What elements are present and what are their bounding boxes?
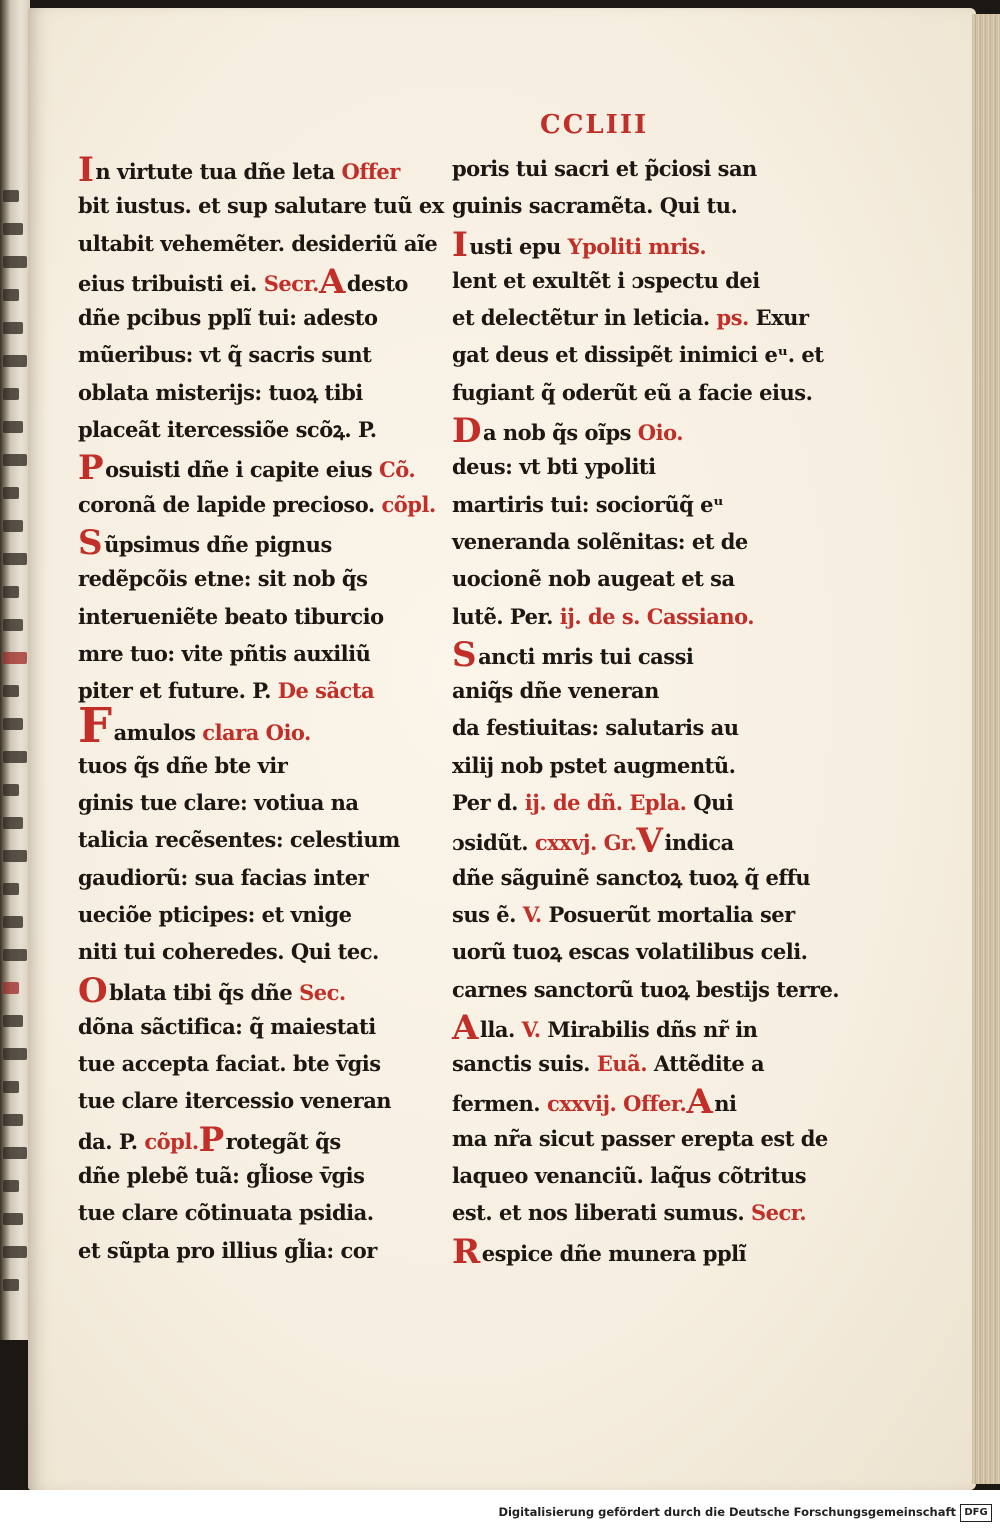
body-text: da festiuitas: salutaris au (452, 715, 739, 741)
text-line (78, 1008, 398, 1045)
body-text: Mirabilis dñs nr̃ in (540, 1016, 758, 1042)
text-line (452, 150, 770, 187)
previous-page-line (3, 1048, 27, 1060)
text-line (78, 1119, 398, 1160)
previous-page-line (3, 1114, 23, 1126)
rubric-text: Cõ. (379, 457, 416, 483)
text-line (452, 486, 770, 523)
text-line (78, 1157, 398, 1194)
body-text: bit iustus. et sup salutare tuũ ex (78, 193, 444, 219)
body-text: oblata misterijs: tuoꝝ tibi (78, 379, 363, 405)
body-text: coronã de lapide precioso. (78, 491, 382, 517)
body-text: gaudiorũ: sua facias inter (78, 864, 369, 890)
body-text: veneranda solẽnitas: et de (452, 528, 748, 554)
body-text: est. et nos liberati sumus. (452, 1200, 751, 1226)
text-line (452, 784, 770, 821)
text-line (452, 1045, 770, 1082)
text-line (452, 859, 811, 896)
body-text: xilij nob pstet augmentũ. (452, 752, 736, 778)
body-text: aniq̃s dñe veneran (452, 678, 659, 704)
text-line (78, 1194, 398, 1231)
body-text: carnes sanctorũ tuoꝝ bestijs terre. (452, 976, 840, 1002)
body-text: da. P. (78, 1128, 145, 1154)
text-line (78, 970, 398, 1011)
body-text: espice dñe munera pplĩ (481, 1240, 747, 1266)
rubric-text: cxxvij. Offer. (546, 1091, 687, 1117)
previous-page-line (3, 619, 23, 631)
previous-page-line (3, 949, 27, 961)
body-text: Qui (686, 790, 734, 816)
rubric-text: ij. de dñ. Epla. (524, 790, 687, 816)
previous-page-edge (0, 0, 30, 1340)
text-line (452, 1231, 770, 1272)
footer-credit: Digitalisierung gefördert durch die Deutsche Forschungsgemeinschaft (498, 1505, 956, 1519)
body-text: sus ẽ. (452, 901, 523, 927)
text-line (78, 486, 436, 523)
rubric-text: Sec. (299, 979, 346, 1005)
initial-letter: S (78, 522, 103, 563)
text-line (78, 261, 408, 302)
text-line (78, 150, 400, 190)
body-text: laqueo venanciũ. laq̃us cõtritus (452, 1163, 807, 1189)
body-text: poris tui sacri et p̃ciosi san (452, 156, 757, 181)
previous-page-line (3, 388, 19, 400)
body-text: lent et exultẽt i ɔspectu dei (452, 267, 760, 293)
body-text: dñe pcibus pplĩ tui: adesto (78, 305, 378, 331)
text-line (452, 1082, 770, 1123)
text-line (78, 448, 416, 489)
body-text: a nob q̃s oĩps (482, 420, 638, 446)
body-text: placeãt itercessiõe scõꝝ. P. (78, 417, 377, 443)
body-text: dñe sãguinẽ sanctoꝝ tuoꝝ q̃ effu (452, 864, 811, 890)
previous-page-line (3, 1081, 19, 1093)
body-text: martiris tui: sociorũq̃ eᵘ (452, 491, 724, 517)
previous-page-line (3, 718, 23, 730)
text-line (452, 374, 813, 411)
body-text: ultabit vehemẽter. desideriũ aĩe (78, 230, 438, 256)
body-text: eius tribuisti ei. (78, 270, 264, 296)
text-line (452, 747, 770, 784)
text-line (78, 522, 398, 563)
body-text: ɔsidũt. (452, 830, 535, 856)
body-text: niti tui coheredes. Qui tec. (78, 939, 379, 965)
previous-page-line (3, 784, 19, 796)
text-line (78, 374, 398, 411)
body-text: gat deus et dissipẽt inimici eᵘ. et (452, 342, 824, 368)
body-text: tue clare cõtinuata psidia. (78, 1200, 374, 1226)
text-line (452, 1194, 807, 1231)
text-line (452, 672, 770, 709)
text-line (452, 821, 770, 862)
previous-page-line (3, 454, 27, 466)
previous-page-line (3, 487, 19, 499)
left-text-column (78, 150, 444, 1269)
right-text-column (452, 150, 840, 1272)
text-line (78, 896, 398, 933)
previous-page-line (3, 553, 27, 565)
initial-letter: A (686, 1082, 713, 1123)
body-text: lutẽ. Per. (452, 603, 560, 629)
body-text: guinis sacramẽta. Qui tu. (452, 193, 738, 219)
body-text: lla. (479, 1016, 522, 1042)
text-line (78, 299, 398, 336)
initial-letter: P (78, 448, 104, 489)
text-line (452, 336, 824, 373)
body-text: uocionẽ nob augeat et sa (452, 566, 735, 592)
previous-page-line (3, 190, 19, 202)
body-text: ueciõe pticipes: et vnige (78, 901, 352, 927)
previous-page-line (3, 1147, 27, 1159)
initial-letter: I (452, 224, 468, 265)
body-text: piter et future. P. (78, 678, 278, 704)
previous-page-line (3, 982, 19, 994)
text-line (452, 896, 795, 933)
text-line (452, 560, 770, 597)
initial-letter: A (318, 261, 345, 302)
body-text: Attẽdite a (647, 1051, 765, 1077)
body-text: mre tuo: vite pñtis auxiliũ (78, 640, 371, 666)
initial-letter: D (452, 411, 481, 452)
text-line (78, 821, 398, 858)
text-line (78, 859, 398, 896)
body-text: desto (346, 270, 408, 296)
footer-bar (0, 1490, 1000, 1531)
previous-page-line (3, 883, 19, 895)
rubric-text: V. (522, 901, 542, 927)
folio-number: CCLIII (540, 110, 649, 140)
initial-letter: S (452, 634, 477, 675)
body-text: interueniẽte beato tiburcio (78, 603, 384, 629)
body-text: blata tibi q̃s dñe (109, 979, 300, 1005)
body-text: n virtute tua dñe leta (95, 159, 342, 184)
rubric-text: Secr. (750, 1200, 807, 1226)
rubric-text: clara Oio. (202, 720, 311, 746)
rubric-text: Secr. (263, 270, 319, 296)
body-text: et delectẽtur in leticia. (452, 305, 717, 331)
body-text: mũeribus: vt q̃ sacris sunt (78, 342, 372, 368)
body-text: Posuerũt mortalia ser (541, 901, 795, 927)
text-line (452, 1120, 828, 1157)
rubric-text: Offer (341, 159, 400, 184)
text-line (452, 299, 809, 336)
body-text: sanctis suis. (452, 1051, 597, 1077)
initial-letter: A (452, 1007, 478, 1048)
text-line (78, 1082, 398, 1119)
body-text: tue accepta faciat. bte v̄gis (78, 1051, 381, 1077)
previous-page-line (3, 751, 27, 763)
body-text: Per d. (452, 790, 525, 816)
body-text: uorũ tuoꝝ escas volatilibus celi. (452, 939, 808, 965)
previous-page-line (3, 652, 27, 664)
text-line (452, 1157, 807, 1194)
previous-page-line (3, 817, 23, 829)
rubric-text: ps. (716, 305, 749, 331)
previous-page-line (3, 1213, 23, 1225)
text-line (452, 262, 770, 299)
body-text: tue clare itercessio veneran (78, 1088, 392, 1114)
text-line (452, 187, 770, 224)
initial-letter: F (78, 698, 112, 755)
dfg-logo: DFG (960, 1504, 992, 1522)
body-text: dñe plebẽ tuã: gl̃iose v̄gis (78, 1163, 365, 1189)
rubric-text: Euã. (596, 1051, 648, 1077)
text-line (452, 448, 770, 485)
text-line (78, 598, 398, 635)
body-text: et sũpta pro illius gl̃ia: cor (78, 1237, 377, 1263)
text-line (78, 747, 398, 784)
rubric-text: cxxvj. Gr. (534, 830, 637, 856)
text-line (78, 784, 398, 821)
rubric-text: Ypoliti mris. (567, 233, 707, 259)
body-text: fermen. (452, 1091, 547, 1117)
body-text: ni (714, 1091, 737, 1117)
previous-page-line (3, 1180, 19, 1192)
text-line (78, 411, 398, 448)
body-text: ginis tue clare: votiua na (78, 790, 359, 816)
initial-letter: V (636, 821, 663, 862)
text-line (452, 634, 770, 675)
body-text: fugiant q̃ oderũt eũ a facie eius. (452, 379, 813, 405)
initial-letter: R (452, 1231, 480, 1272)
text-line (78, 336, 398, 373)
text-line (78, 1232, 398, 1269)
body-text: dõna sãctifica: q̃ maiestati (78, 1013, 376, 1039)
text-line (452, 411, 770, 452)
previous-page-line (3, 355, 27, 367)
previous-page-line (3, 520, 23, 532)
rubric-text: cõpl. (144, 1128, 199, 1154)
rubric-text: De sãcta (277, 678, 375, 704)
rubric-text: cõpl. (381, 491, 436, 517)
body-text: rotegãt q̃s (225, 1128, 341, 1154)
body-text: usti epu (469, 233, 568, 259)
previous-page-line (3, 685, 19, 697)
previous-page-line (3, 586, 19, 598)
initial-letter: O (78, 970, 108, 1011)
initial-letter: P (198, 1119, 224, 1160)
previous-page-line (3, 421, 23, 433)
previous-page-line (3, 1015, 23, 1027)
previous-page-line (3, 289, 19, 301)
text-line (452, 224, 770, 265)
body-text: Exur (748, 305, 809, 331)
body-text: ma nr̃a sicut passer erepta est de (452, 1125, 828, 1151)
previous-page-line (3, 1279, 19, 1291)
body-text: indica (664, 830, 734, 856)
body-text: ũpsimus dñe pignus (104, 531, 332, 557)
text-line (78, 672, 398, 709)
text-line (78, 560, 398, 597)
body-text: ancti mris tui cassi (478, 643, 694, 669)
body-text: talicia recẽsentes: celestium (78, 827, 400, 853)
previous-page-line (3, 223, 23, 235)
text-line (452, 709, 770, 746)
rubric-text: V. (521, 1016, 541, 1042)
text-line (78, 698, 398, 755)
previous-page-line (3, 916, 23, 928)
rubric-text: Oio. (637, 420, 684, 446)
previous-page-line (3, 256, 27, 268)
text-line (452, 1007, 770, 1048)
text-line (78, 1045, 398, 1082)
text-line (452, 933, 808, 970)
text-line (78, 187, 444, 224)
body-text: amulos (113, 720, 203, 746)
previous-page-line (3, 850, 27, 862)
text-line (452, 971, 840, 1008)
body-text: redẽpcõis etne: sit nob q̃s (78, 566, 368, 592)
rubric-text: ij. de s. Cassiano. (559, 603, 755, 629)
previous-page-line (3, 1246, 27, 1258)
text-line (78, 225, 438, 262)
text-line (78, 635, 398, 672)
text-line (452, 598, 770, 635)
previous-page-line (3, 322, 23, 334)
text-line (452, 523, 770, 560)
body-text: deus: vt bti ypoliti (452, 454, 656, 480)
body-text: osuisti dñe i capite eius (105, 457, 380, 483)
text-line (78, 933, 398, 970)
body-text: tuos q̃s dñe bte vir (78, 752, 288, 778)
initial-letter: I (78, 150, 94, 190)
page-block-edges (972, 14, 1000, 1484)
